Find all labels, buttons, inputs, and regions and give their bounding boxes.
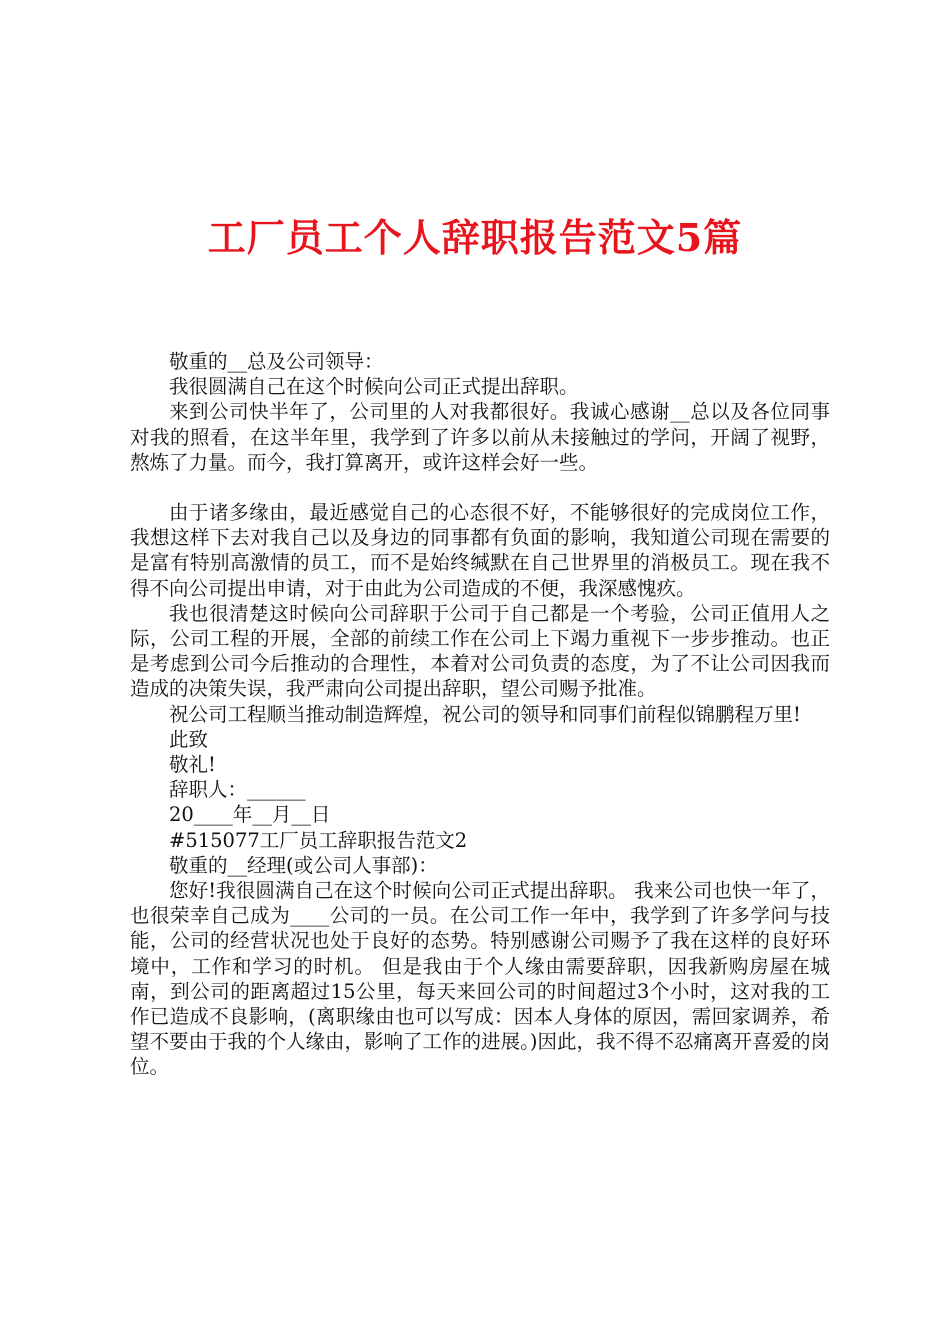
paragraph: 由于诸多缘由，最近感觉自己的心态很不好，不能够很好的完成岗位工作，我想这样下去对我自己以及身边的同事都有负面的影响，我知道公司现在需要的是富有特别高激情的员工，而不是始终缄默在自己世界里的消极员工。现在我不得不向公司提出申请，对于由此为公司造成的不便，我深感愧疚。 bbox=[130, 501, 830, 600]
document-title: 工厂员工个人辞职报告范文5篇 bbox=[207, 215, 743, 260]
date-line: 20____年__月__日 bbox=[169, 803, 331, 827]
salutation-2: 敬重的__经理(或公司人事部)： bbox=[169, 853, 438, 877]
salutation-1: 敬重的__总及公司领导： bbox=[169, 350, 384, 373]
section-heading: #515077工厂员工辞职报告范文2 bbox=[169, 828, 468, 852]
document-body bbox=[130, 349, 830, 1080]
paragraph: 我很圆满自己在这个时候向公司正式提出辞职。 bbox=[169, 375, 579, 399]
signature-line: 辞职人：______ bbox=[169, 778, 306, 802]
paragraph: 您好!我很圆满自己在这个时候向公司正式提出辞职。 我来公司也快一年了，也很荣幸自己成为____公司的一员。在公司工作一年中，我学到了许多学问与技能，公司的经营状况也处于良好的态势。特别感谢公司赐予了我在这样的良好环境中，工作和学习的时机。 但是我由于个人缘由需要辞职，因我新购房屋在城南，到公司的距离超过15公里，每天来回公司的时间超过3个小时，这对我的工作已造成不良影响，(离职缘由也可以写成：因本人身体的原因，需回家调养，希望不要由于我的个人缘由，影响了工作的进展。)因此，我不得不忍痛离开喜爱的岗位。 bbox=[130, 879, 830, 1079]
paragraph: 来到公司快半年了，公司里的人对我都很好。我诚心感谢__总以及各位同事对我的照看，在这半年里，我学到了许多以前从未接触过的学问，开阔了视野，熬炼了力量。而今，我打算离开，或许这样会好一些。 bbox=[130, 400, 830, 474]
paragraph: 祝公司工程顺当推动制造辉煌，祝公司的领导和同事们前程似锦鹏程万里! bbox=[169, 702, 801, 726]
closing-line: 敬礼! bbox=[169, 753, 216, 777]
closing-line: 此致 bbox=[169, 727, 209, 751]
paragraph: 我也很清楚这时候向公司辞职于公司于自己都是一个考验，公司正值用人之际，公司工程的开展，全部的前续工作在公司上下竭力重视下一步步推动。也正是考虑到公司今后推动的合理性，本着对公司负责的态度，为了不让公司因我而造成的决策失误，我严肃向公司提出辞职，望公司赐予批准。 bbox=[130, 601, 830, 701]
